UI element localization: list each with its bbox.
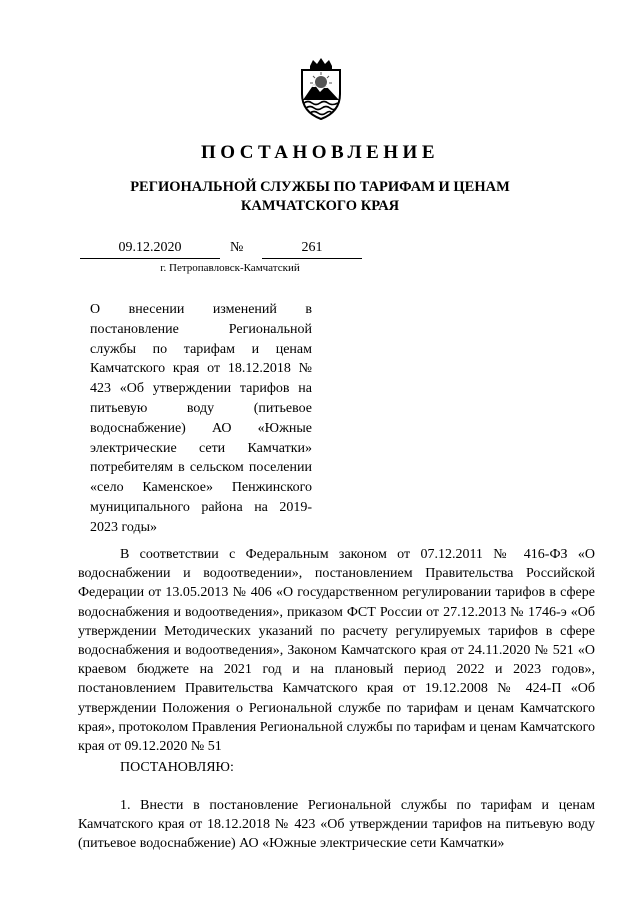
item-1-paragraph: 1. Внести в постановление Региональной службы по тарифам и ценам Камчатского края от 18.12.2018 № 423 «Об утверждении тарифов на питьевую воду (питьевое водоснабжение) АО «Южные электрические сети Камчатки» <box>78 798 595 852</box>
organization-line-2: КАМЧАТСКОГО КРАЯ <box>240 198 400 214</box>
number-sign: № <box>230 240 244 255</box>
document-number: 261 <box>301 240 323 255</box>
organization-name <box>60 178 580 216</box>
number-underline <box>262 258 362 259</box>
resolve-heading: ПОСТАНОВЛЯЮ: <box>120 760 234 775</box>
document-date: 09.12.2020 <box>118 240 182 255</box>
document-meta <box>80 240 380 280</box>
date-underline <box>80 258 220 259</box>
document-city: г. Петропавловск-Камчатский <box>160 262 300 274</box>
document-title: ПОСТАНОВЛЕНИЕ <box>200 142 440 163</box>
organization-line-1: РЕГИОНАЛЬНОЙ СЛУЖБЫ ПО ТАРИФАМ И ЦЕНАМ <box>130 179 510 195</box>
coat-of-arms-icon <box>296 58 346 120</box>
preamble-paragraph: В соответствии с Федеральным законом от 07.12.2011 № 416-ФЗ «О водоснабжении и водоотведении», постановлением Правительства Российской Федерации от 13.05.2013 № 406 «О государственном регулировании тарифов в сфере водоснабжения и водоотведения», приказом ФСТ России от 27.12.2013 № 1746-э «Об утверждении Методических указаний по расчету регулируемых тарифов в сфере водоснабжения и водоотведения», Законом Камчатского края от 24.11.2020 № 521 «О краевом бюджете на 2021 год и на плановый период 2022 и 2023 годов», постановлением Правительства Камчатского края от 19.12.2008 № 424-П «Об утверждении Положения о Региональной службе по тарифам и ценам Камчатского края», протоколом Правления Региональной службы по тарифам и ценам Камчатского края от 09.12.2020 № 51 <box>78 547 595 755</box>
document-subject: О внесении изменений в постановление Региональной службы по тарифам и ценам Камчатского края от 18.12.2018 № 423 «Об утверждении тарифов на питьевую воду (питьевое водоснабжение) АО «Южные электрические сети Камчатки» потребителям в сельском поселении «село Каменское» Пенжинского муниципального района на 2019-2023 годы» <box>90 302 312 535</box>
